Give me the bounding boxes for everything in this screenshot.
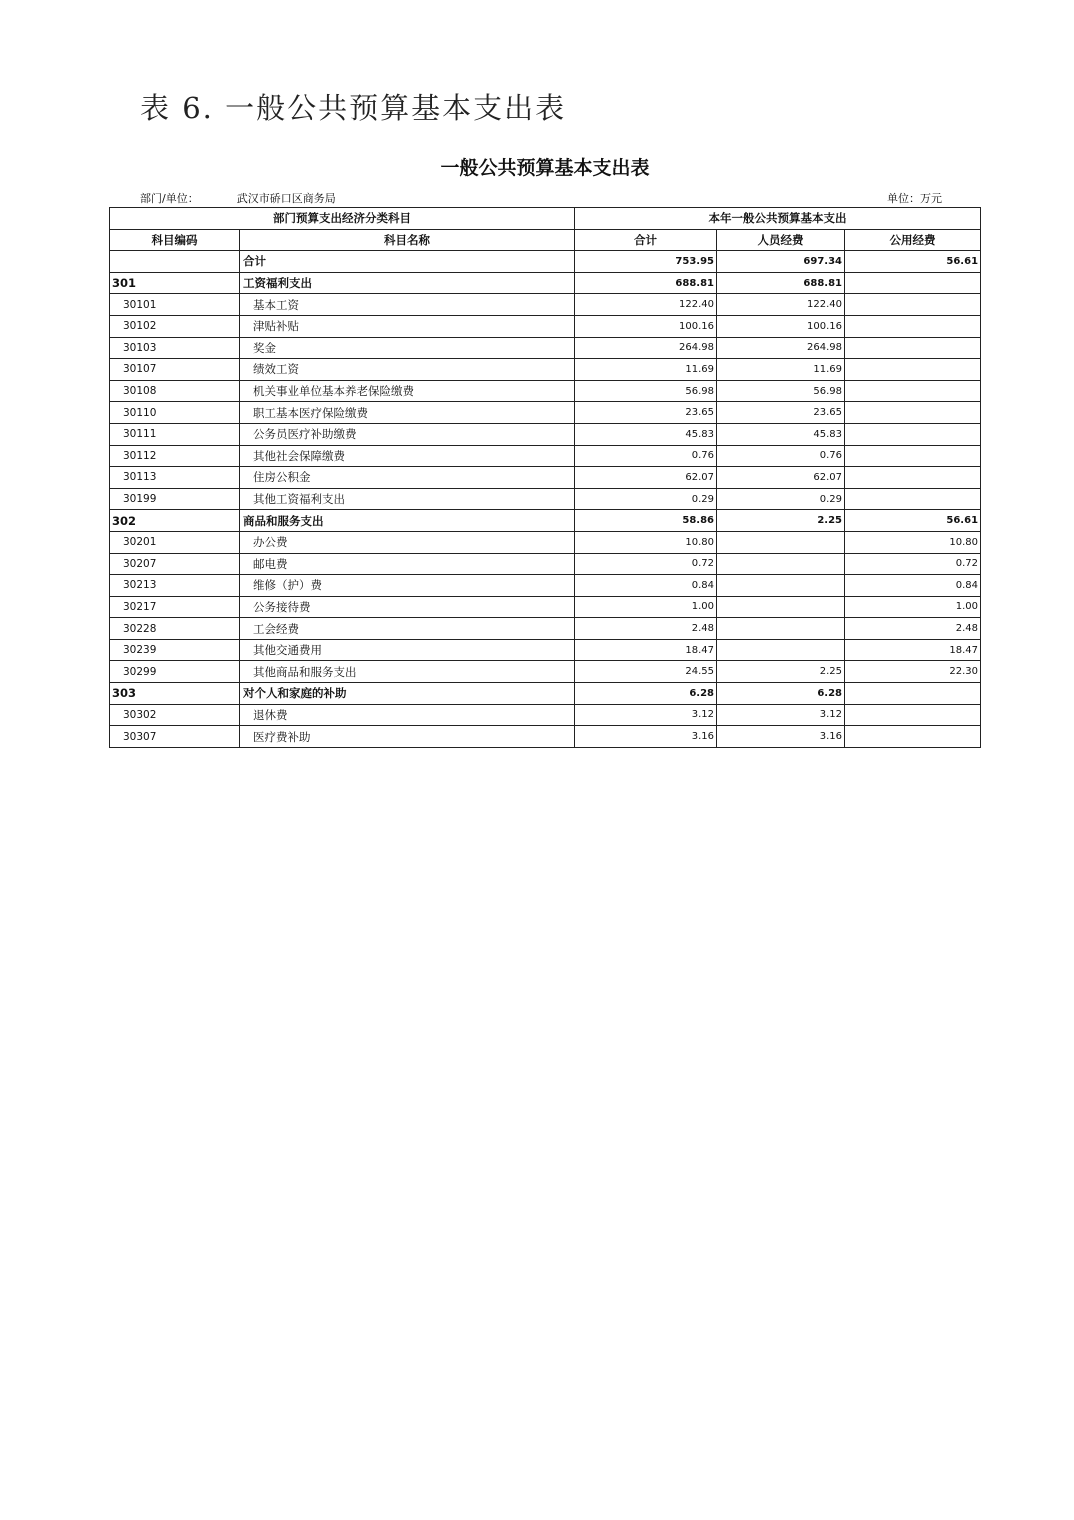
- cell-public: 56.61: [845, 510, 981, 532]
- cell-public: [845, 402, 981, 424]
- cell-name: 维修（护）费: [240, 575, 575, 597]
- cell-name: 津贴补贴: [240, 315, 575, 337]
- cell-public: [845, 315, 981, 337]
- cell-public: 18.47: [845, 639, 981, 661]
- cell-total: 6.28: [575, 683, 717, 705]
- table-row: [110, 553, 981, 575]
- department-info: [140, 190, 336, 206]
- cell-name: 住房公积金: [240, 467, 575, 489]
- cell-staff: 3.16: [717, 726, 845, 748]
- table-row: [110, 467, 981, 489]
- cell-public: 22.30: [845, 661, 981, 683]
- cell-total: 264.98: [575, 337, 717, 359]
- cell-code: 30102: [110, 315, 240, 337]
- category-row: [110, 272, 981, 294]
- cell-code: 30302: [110, 704, 240, 726]
- department-label: 部门/单位：: [140, 192, 199, 205]
- cell-public: [845, 380, 981, 402]
- cell-name: 机关事业单位基本养老保险缴费: [240, 380, 575, 402]
- cell-staff: 45.83: [717, 423, 845, 445]
- cell-staff: [717, 596, 845, 618]
- table-row: [110, 315, 981, 337]
- cell-staff: 697.34: [717, 251, 845, 273]
- cell-staff: [717, 575, 845, 597]
- cell-total: 100.16: [575, 315, 717, 337]
- cell-total: 0.72: [575, 553, 717, 575]
- cell-public: [845, 294, 981, 316]
- cell-name: 合计: [240, 251, 575, 273]
- total-row: [110, 251, 981, 273]
- cell-total: 753.95: [575, 251, 717, 273]
- cell-total: 0.29: [575, 488, 717, 510]
- table-row: [110, 618, 981, 640]
- cell-code: [110, 251, 240, 273]
- header-column-row: [110, 229, 981, 251]
- cell-public: [845, 683, 981, 705]
- table-row: [110, 359, 981, 381]
- cell-public: [845, 726, 981, 748]
- cell-name: 对个人和家庭的补助: [240, 683, 575, 705]
- cell-public: [845, 488, 981, 510]
- cell-name: 其他工资福利支出: [240, 488, 575, 510]
- cell-name: 退休费: [240, 704, 575, 726]
- category-row: [110, 510, 981, 532]
- cell-name: 办公费: [240, 531, 575, 553]
- cell-total: 24.55: [575, 661, 717, 683]
- cell-staff: 0.29: [717, 488, 845, 510]
- header-public: 公用经费: [845, 229, 981, 251]
- cell-code: 30201: [110, 531, 240, 553]
- cell-staff: 100.16: [717, 315, 845, 337]
- cell-public: [845, 467, 981, 489]
- cell-name: 邮电费: [240, 553, 575, 575]
- table-title: 一般公共预算基本支出表: [440, 157, 650, 179]
- header-basic-expenditure: 本年一般公共预算基本支出: [575, 208, 981, 230]
- table-row: [110, 726, 981, 748]
- cell-staff: [717, 553, 845, 575]
- cell-code: 301: [110, 272, 240, 294]
- cell-total: 62.07: [575, 467, 717, 489]
- table-row: [110, 575, 981, 597]
- cell-code: 30228: [110, 618, 240, 640]
- table-row: [110, 488, 981, 510]
- cell-public: [845, 423, 981, 445]
- table-row: [110, 423, 981, 445]
- cell-total: 0.76: [575, 445, 717, 467]
- cell-code: 30107: [110, 359, 240, 381]
- header-classification: 部门预算支出经济分类科目: [110, 208, 575, 230]
- header-name: 科目名称: [240, 229, 575, 251]
- cell-total: 3.12: [575, 704, 717, 726]
- table-row: [110, 531, 981, 553]
- cell-total: 1.00: [575, 596, 717, 618]
- header-total: 合计: [575, 229, 717, 251]
- cell-staff: 23.65: [717, 402, 845, 424]
- table-row: [110, 596, 981, 618]
- cell-total: 2.48: [575, 618, 717, 640]
- cell-total: 23.65: [575, 402, 717, 424]
- cell-code: 30103: [110, 337, 240, 359]
- cell-total: 11.69: [575, 359, 717, 381]
- cell-staff: 62.07: [717, 467, 845, 489]
- cell-total: 688.81: [575, 272, 717, 294]
- cell-name: 奖金: [240, 337, 575, 359]
- cell-name: 医疗费补助: [240, 726, 575, 748]
- cell-code: 30110: [110, 402, 240, 424]
- cell-code: 30217: [110, 596, 240, 618]
- cell-name: 公务接待费: [240, 596, 575, 618]
- cell-code: 30299: [110, 661, 240, 683]
- cell-total: 0.84: [575, 575, 717, 597]
- cell-total: 10.80: [575, 531, 717, 553]
- table-row: [110, 402, 981, 424]
- cell-code: 30207: [110, 553, 240, 575]
- cell-total: 58.86: [575, 510, 717, 532]
- cell-total: 56.98: [575, 380, 717, 402]
- cell-public: 2.48: [845, 618, 981, 640]
- cell-name: 职工基本医疗保险缴费: [240, 402, 575, 424]
- table-row: [110, 639, 981, 661]
- cell-name: 工资福利支出: [240, 272, 575, 294]
- cell-staff: 2.25: [717, 510, 845, 532]
- table-row: [110, 445, 981, 467]
- page-heading: 表 6. 一般公共预算基本支出表: [140, 91, 567, 125]
- cell-code: 30112: [110, 445, 240, 467]
- table-row: [110, 661, 981, 683]
- unit-label: 单位：万元: [887, 192, 942, 205]
- cell-staff: 122.40: [717, 294, 845, 316]
- cell-total: 45.83: [575, 423, 717, 445]
- cell-staff: [717, 639, 845, 661]
- cell-staff: 688.81: [717, 272, 845, 294]
- cell-name: 工会经费: [240, 618, 575, 640]
- table-row: [110, 380, 981, 402]
- department-value: 武汉市硚口区商务局: [236, 192, 336, 205]
- cell-staff: 0.76: [717, 445, 845, 467]
- cell-code: 30239: [110, 639, 240, 661]
- cell-code: 30108: [110, 380, 240, 402]
- cell-total: 3.16: [575, 726, 717, 748]
- cell-staff: 3.12: [717, 704, 845, 726]
- header-staff: 人员经费: [717, 229, 845, 251]
- cell-staff: 11.69: [717, 359, 845, 381]
- table-body: [110, 251, 981, 748]
- cell-name: 商品和服务支出: [240, 510, 575, 532]
- cell-code: 30101: [110, 294, 240, 316]
- cell-name: 绩效工资: [240, 359, 575, 381]
- header-code: 科目编码: [110, 229, 240, 251]
- cell-staff: 56.98: [717, 380, 845, 402]
- table-row: [110, 337, 981, 359]
- cell-public: 0.72: [845, 553, 981, 575]
- cell-name: 基本工资: [240, 294, 575, 316]
- cell-code: 302: [110, 510, 240, 532]
- header-group-row: [110, 208, 981, 230]
- cell-total: 18.47: [575, 639, 717, 661]
- cell-public: [845, 704, 981, 726]
- category-row: [110, 683, 981, 705]
- cell-code: 30111: [110, 423, 240, 445]
- cell-staff: 2.25: [717, 661, 845, 683]
- table-row: [110, 704, 981, 726]
- cell-public: [845, 359, 981, 381]
- meta-row: [140, 190, 942, 206]
- cell-public: 10.80: [845, 531, 981, 553]
- cell-public: 56.61: [845, 251, 981, 273]
- cell-public: [845, 445, 981, 467]
- cell-code: 30199: [110, 488, 240, 510]
- cell-public: [845, 337, 981, 359]
- cell-code: 30113: [110, 467, 240, 489]
- cell-name: 其他社会保障缴费: [240, 445, 575, 467]
- cell-staff: 6.28: [717, 683, 845, 705]
- budget-table: [109, 207, 981, 748]
- cell-public: 0.84: [845, 575, 981, 597]
- cell-public: 1.00: [845, 596, 981, 618]
- cell-name: 公务员医疗补助缴费: [240, 423, 575, 445]
- cell-name: 其他交通费用: [240, 639, 575, 661]
- cell-name: 其他商品和服务支出: [240, 661, 575, 683]
- cell-staff: [717, 618, 845, 640]
- cell-code: 30307: [110, 726, 240, 748]
- table-row: [110, 294, 981, 316]
- cell-public: [845, 272, 981, 294]
- cell-code: 303: [110, 683, 240, 705]
- cell-total: 122.40: [575, 294, 717, 316]
- cell-code: 30213: [110, 575, 240, 597]
- cell-staff: [717, 531, 845, 553]
- cell-staff: 264.98: [717, 337, 845, 359]
